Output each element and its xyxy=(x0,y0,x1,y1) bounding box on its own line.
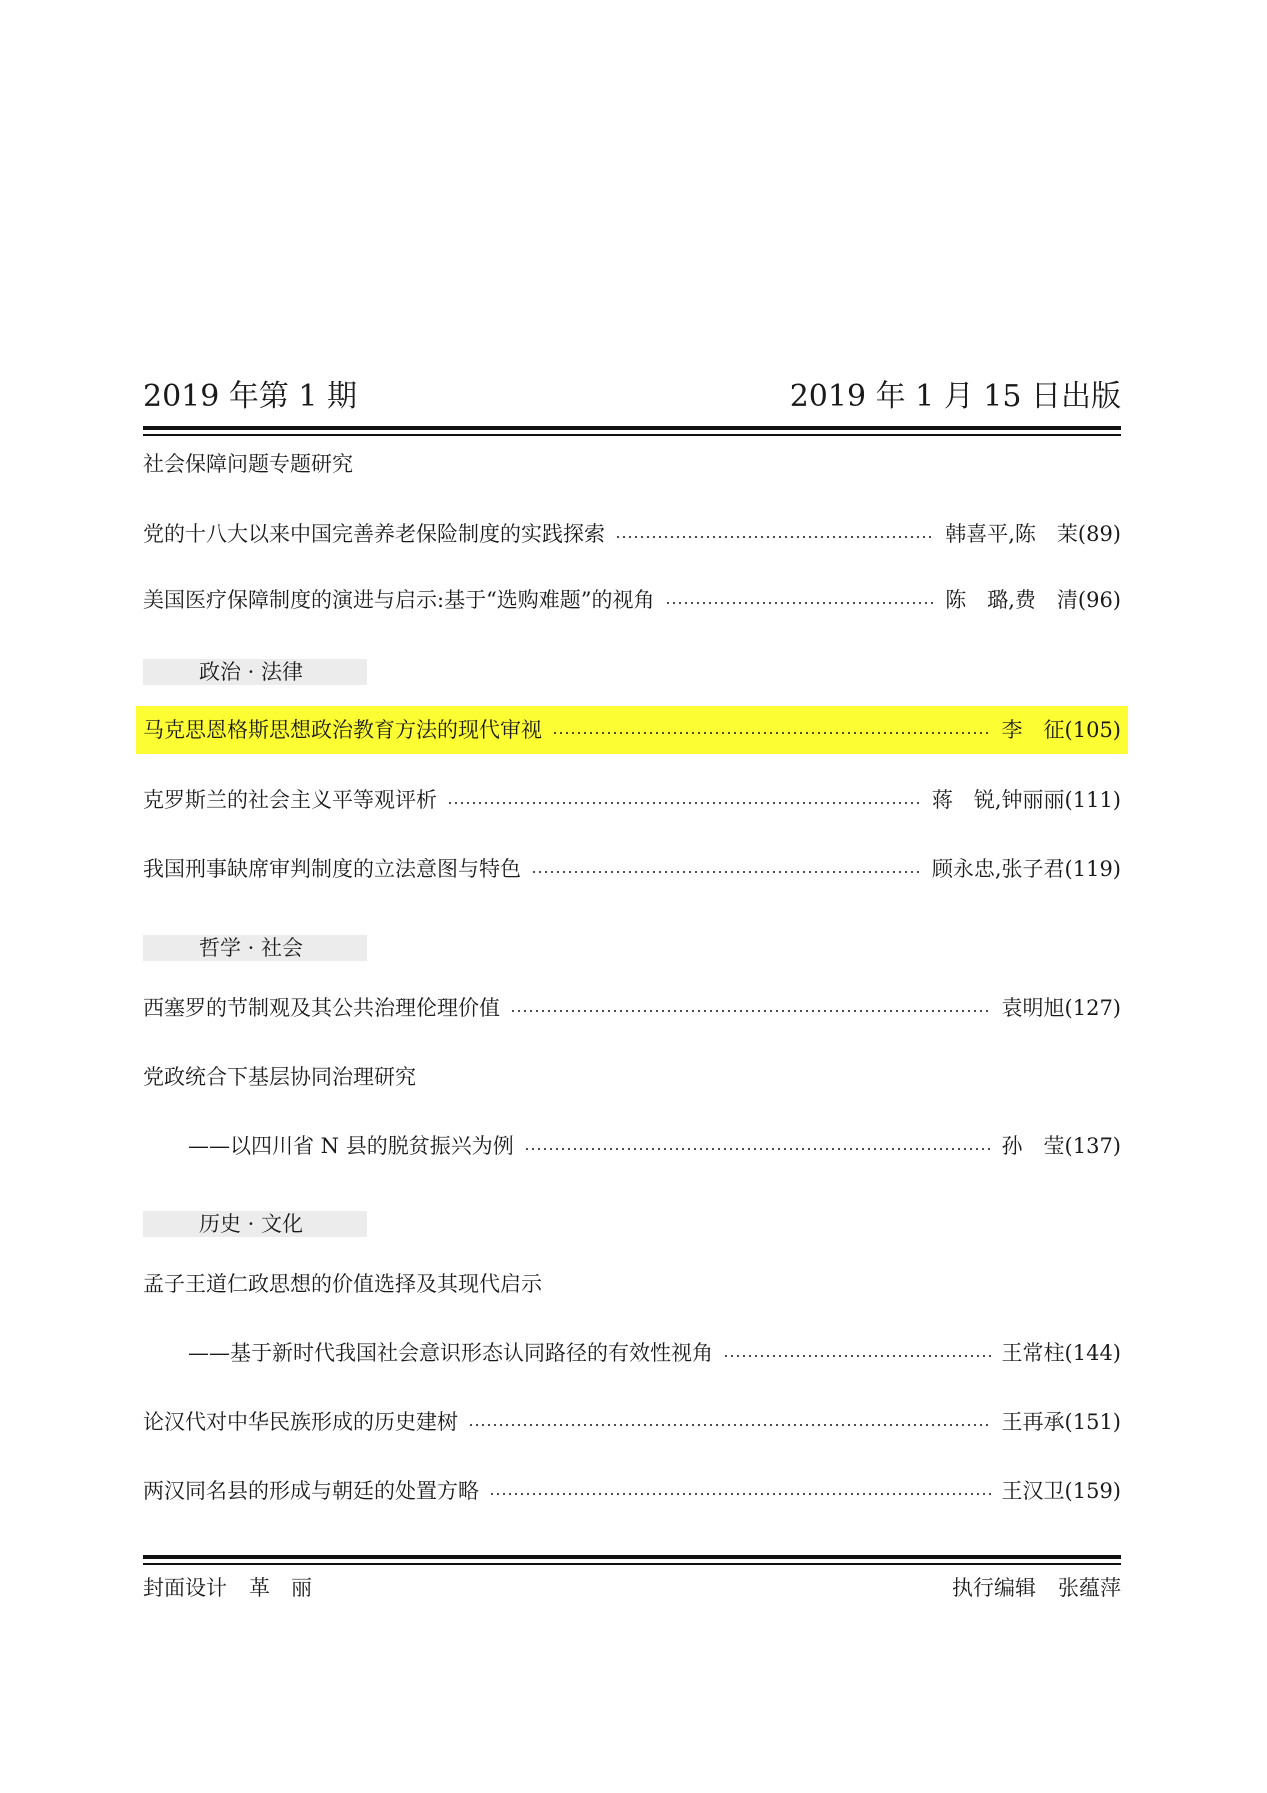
executive-editor-label: 执行编辑 xyxy=(952,1576,1036,1600)
article-author: 王再承 xyxy=(1001,1410,1065,1434)
section-heading-social-security: 社会保障问题专题研究 xyxy=(143,452,353,476)
dot-leader xyxy=(552,732,992,734)
toc-entry[interactable] xyxy=(143,514,1121,554)
page-number: (111) xyxy=(1064,788,1121,812)
article-title: 党政统合下基层协同治理研究 xyxy=(143,1065,416,1089)
section-tag-philosophy-society xyxy=(143,935,367,961)
article-subtitle: ——基于新时代我国社会意识形态认同路径的有效性视角 xyxy=(188,1341,713,1365)
section-tag-politics-law xyxy=(143,659,367,685)
page-number: (96) xyxy=(1077,588,1121,612)
dot-leader xyxy=(524,1148,992,1150)
dot-leader xyxy=(665,602,936,604)
header-double-rule xyxy=(143,426,1121,438)
article-title: 西塞罗的节制观及其公共治理伦理价值 xyxy=(143,996,500,1020)
credits-footer xyxy=(143,1570,1121,1606)
toc-entry[interactable] xyxy=(143,1471,1121,1511)
article-subtitle: ——以四川省 N 县的脱贫振兴为例 xyxy=(188,1134,514,1158)
dot-leader xyxy=(468,1424,992,1426)
article-author: 李 征 xyxy=(1001,718,1065,742)
dot-leader xyxy=(531,871,922,873)
dot-leader xyxy=(510,1010,992,1012)
article-title: 我国刑事缺席审判制度的立法意图与特色 xyxy=(143,857,521,881)
section-tag-label: 哲学 · 社会 xyxy=(199,936,304,960)
article-author: 顾永忠,张子君 xyxy=(931,857,1065,881)
page-number: (151) xyxy=(1064,1410,1121,1434)
toc-entry[interactable] xyxy=(143,849,1121,889)
article-title: 马克思恩格斯思想政治教育方法的现代审视 xyxy=(143,718,542,742)
dot-leader xyxy=(615,536,935,538)
page-number: (89) xyxy=(1077,522,1121,546)
article-title: 党的十八大以来中国完善养老保险制度的实践探索 xyxy=(143,522,605,546)
toc-entry-main-title[interactable] xyxy=(143,1057,1121,1097)
toc-entry[interactable] xyxy=(143,1402,1121,1442)
footer-thick-line xyxy=(143,1555,1121,1559)
toc-entry[interactable] xyxy=(143,580,1121,620)
header-thick-line xyxy=(143,426,1121,430)
article-title: 克罗斯兰的社会主义平等观评析 xyxy=(143,788,437,812)
dot-leader xyxy=(489,1493,992,1495)
article-author: 陈 璐,费 清 xyxy=(945,588,1078,612)
cover-design-label: 封面设计 xyxy=(143,1576,227,1600)
page-number: (119) xyxy=(1064,857,1121,881)
dot-leader xyxy=(723,1355,992,1357)
article-title: 两汉同名县的形成与朝廷的处置方略 xyxy=(143,1479,479,1503)
header-thin-line xyxy=(143,434,1121,436)
section-tag-label: 政治 · 法律 xyxy=(199,660,304,684)
issue-header xyxy=(143,374,1121,420)
toc-entry[interactable] xyxy=(143,780,1121,820)
executive-editor-credit xyxy=(952,1570,1121,1606)
article-author: 蒋 锐,钟丽丽 xyxy=(931,788,1065,812)
dot-leader xyxy=(447,802,922,804)
section-tag-label: 历史 · 文化 xyxy=(199,1212,304,1236)
article-title: 孟子王道仁政思想的价值选择及其现代启示 xyxy=(143,1272,542,1296)
page-number: (127) xyxy=(1064,996,1121,1020)
article-author: 孙 莹 xyxy=(1001,1134,1065,1158)
article-title: 论汉代对中华民族形成的历史建树 xyxy=(143,1410,458,1434)
toc-entry-subtitle[interactable] xyxy=(143,1333,1121,1373)
executive-editor-name: 张蕴萍 xyxy=(1058,1576,1121,1600)
article-author: 袁明旭 xyxy=(1001,996,1065,1020)
article-author: 韩喜平,陈 茉 xyxy=(945,522,1078,546)
page-number: (159) xyxy=(1064,1479,1121,1503)
article-author: 王常柱 xyxy=(1001,1341,1065,1365)
section-tag-history-culture xyxy=(143,1211,367,1237)
toc-entry-main-title[interactable] xyxy=(143,1264,1121,1304)
cover-design-credit xyxy=(143,1570,312,1606)
footer-double-rule xyxy=(143,1555,1121,1567)
page-number: (105) xyxy=(1064,718,1121,742)
page-number: (144) xyxy=(1064,1341,1121,1365)
cover-designer-name: 革 丽 xyxy=(249,1576,312,1600)
footer-thin-line xyxy=(143,1563,1121,1565)
issue-number: 2019 年第 1 期 xyxy=(143,379,358,414)
page-number: (137) xyxy=(1064,1134,1121,1158)
article-author: 王汉卫 xyxy=(1001,1479,1065,1503)
toc-entry-highlighted[interactable] xyxy=(143,710,1121,750)
article-title: 美国医疗保障制度的演进与启示:基于“选购难题”的视角 xyxy=(143,588,655,612)
publish-date: 2019 年 1 月 15 日出版 xyxy=(789,379,1121,414)
toc-entry-subtitle[interactable] xyxy=(143,1126,1121,1166)
toc-entry[interactable] xyxy=(143,988,1121,1028)
